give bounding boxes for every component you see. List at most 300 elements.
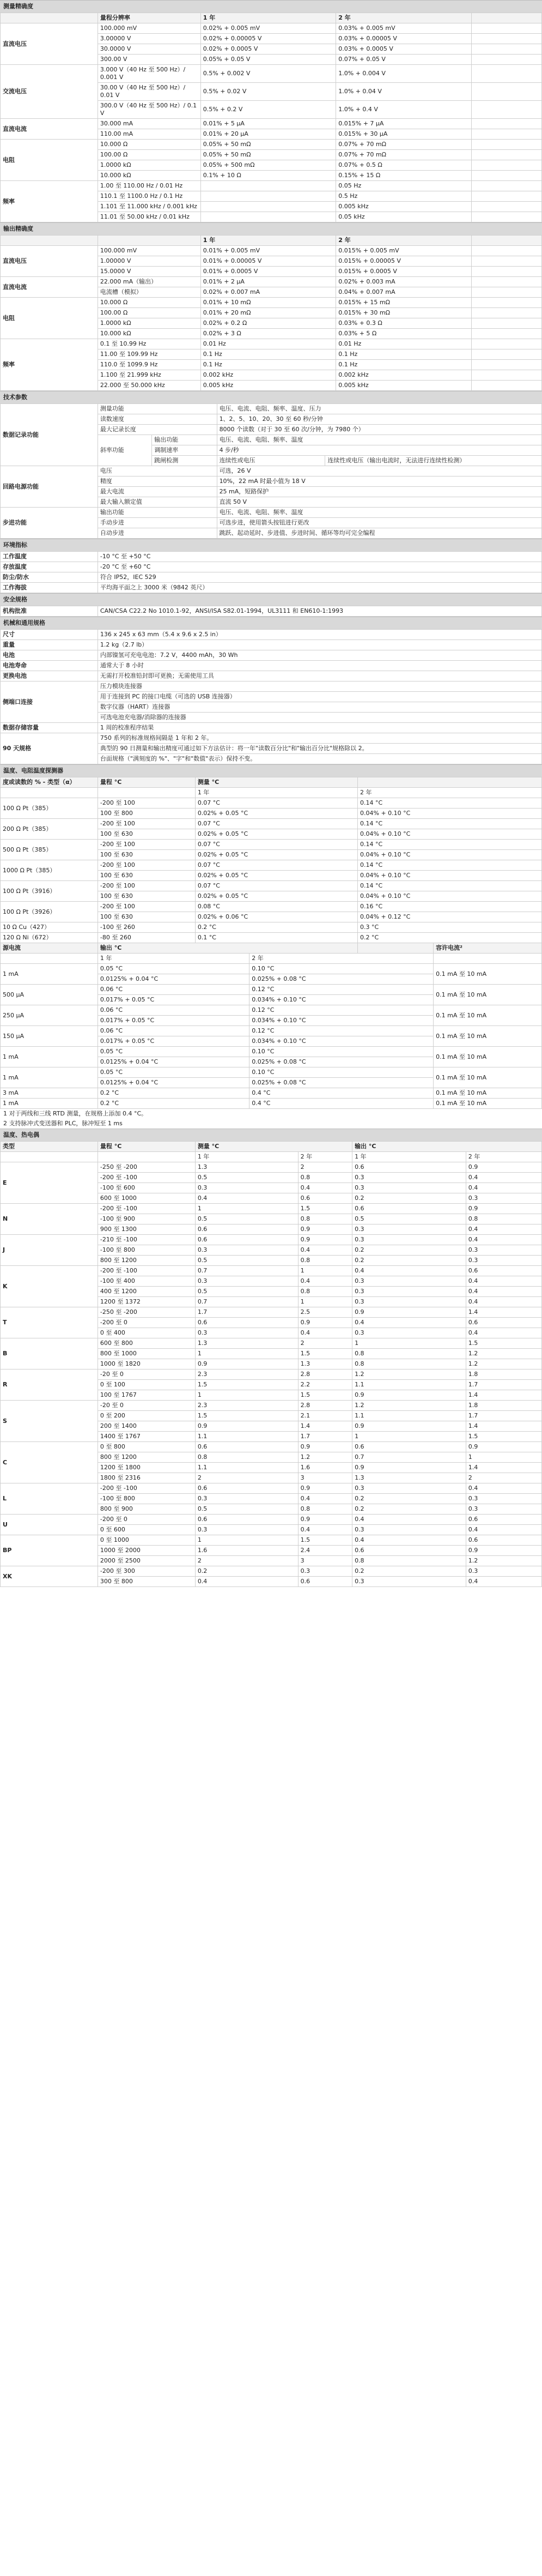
table-cell: 800 至 900 [98,1504,195,1515]
table-cell: 0.8 [195,1452,298,1463]
table-cell: 800 至 1200 [98,1256,195,1266]
table-cell: 0.01% + 20 μA [200,129,336,140]
table-cell: 1.7 [466,1380,541,1390]
section-title: 输出精确度 [0,222,542,235]
table-cell: 0.4 [466,1297,541,1307]
table-cell: 0.4 °C [249,1099,434,1109]
table-row [1,552,542,562]
table-cell: 0.15% + 15 Ω [336,171,472,181]
table-cell: 0.02% + 0.05 °C [195,829,357,840]
table-cell: 0.025% + 0.08 °C [249,974,434,985]
table-cell: 1.00 至 110.00 Hz / 0.01 Hz [98,181,200,191]
table-cell: 100 至 1767 [98,1390,195,1401]
table-cell [200,202,336,212]
table-cell: 0.5 [195,1504,298,1515]
section-title: 温度、电阻温度探测器 [0,764,542,777]
table-cell: 0.4 [466,1577,541,1587]
table-cell: 0.9 [195,1359,298,1370]
table-cell: 3 [298,1473,352,1483]
table-cell: 0.02% + 3 Ω [200,329,336,339]
table-cell: 内部镍氢可充电电池：7.2 V，4400 mAh，30 Wh [98,650,541,661]
table-cell: 0.1 mA 至 10 mA [434,985,542,1005]
table-row [1,798,542,809]
table-cell [98,788,195,798]
table-cell: 2.3 [195,1370,298,1380]
table-cell: 250 μA [1,1005,98,1026]
table-cell: 4 步/秒 [217,445,541,456]
table-row [1,723,542,733]
table-cell: 1.100 至 21.999 kHz [98,370,200,381]
table-cell: 0.02% + 0.00005 V [200,34,336,44]
table-cell: -200 至 100 [98,840,195,850]
table-cell: 0.07 °C [195,840,357,850]
table-cell: 0.4 [466,1328,541,1338]
row-label: L [1,1483,98,1515]
section-title: 技术参数 [0,391,542,403]
table-cell: 0.04% + 0.10 °C [358,891,542,902]
table-cell [200,181,336,191]
table-cell: 台面规格（"满刻度的 %"、"字"和"数值"表示）保持不变。 [98,754,541,764]
table-cell: 0 至 200 [98,1411,195,1421]
table-row [1,1235,542,1245]
table-cell: 0.04% + 0.12 °C [358,912,542,922]
table-cell: -200 至 100 [98,819,195,829]
table-cell: 1.5 [466,1338,541,1349]
table-cell: 连续性或电压 [217,456,325,466]
table-row [1,985,542,995]
table-cell [471,236,541,246]
table-cell: 0.02% + 0.05 °C [195,891,357,902]
table-cell: 2 年 [298,1152,352,1162]
table-cell: 调制速率 [152,445,217,456]
table-cell: 100 至 800 [98,809,195,819]
table-cell: 100 Ω Pt（3926） [1,902,98,922]
table-cell: 0.14 °C [358,860,542,871]
table-cell: 1.5 [195,1411,298,1421]
table-cell: 0.1 mA 至 10 mA [434,1067,542,1088]
table-cell: 1 年 [200,13,336,23]
table-cell: 测量 °C [195,1142,352,1152]
table-cell: 0.034% + 0.10 °C [249,1036,434,1047]
spec-table [0,551,542,593]
table-cell [471,65,541,83]
table-cell: 0.02% + 0.05 °C [195,850,357,860]
table-cell: 0.6 [352,1442,466,1452]
table-cell: 1.0000 kΩ [98,160,200,171]
table-cell: 电流槽（模拟） [98,287,200,298]
table-cell: 0 至 100 [98,1380,195,1390]
table-cell: 300.00 V [98,55,200,65]
table-cell: 1.2 kg（2.7 lb） [98,640,541,650]
table-cell: 0.01% + 20 mΩ [200,308,336,318]
table-cell: 30.000 mA [98,119,200,129]
table-cell: 平均海平面之上 3000 米（9842 英尺） [98,583,541,593]
table-cell: 1.2 [466,1556,541,1566]
table-cell: 2000 至 2500 [98,1556,195,1566]
table-cell: 0.3 [466,1504,541,1515]
table-cell: 120 Ω Ni（672） [1,933,98,943]
table-cell: 0.015% + 0.0005 V [336,267,472,277]
table-cell: 0.6 [195,1442,298,1452]
table-row [1,681,542,692]
table-cell: 连续性或电压（输出电流时，无法进行连续性检测） [325,456,542,466]
table-cell: 1 [298,1266,352,1276]
table-cell: 0.3 [352,1577,466,1587]
table-cell: 0.5 [195,1173,298,1183]
table-cell: 0.05 °C [98,964,249,974]
table-cell: 0.9 [298,1318,352,1328]
table-cell: 符合 IP52，IEC 529 [98,572,541,583]
table-row [1,1026,542,1036]
table-cell: 0.3 [352,1287,466,1297]
table-cell: 0.07% + 0.05 V [336,55,472,65]
table-cell: 0.3 [352,1183,466,1193]
table-row [1,1204,542,1214]
table-cell: 0.02% + 0.05 °C [195,809,357,819]
table-cell: 0.1 Hz [200,349,336,360]
table-cell: 0.025% + 0.08 °C [249,1057,434,1067]
table-cell: 0.002 kHz [200,370,336,381]
row-label: 电阻 [1,298,98,339]
section-title: 环境指标 [0,539,542,551]
table-cell: 0.1 mA 至 10 mA [434,964,542,985]
table-cell: 1.3 [195,1338,298,1349]
table-cell: 0.4 [298,1328,352,1338]
table-cell: 22.000 至 50.000 kHz [98,381,200,391]
table-cell: 类型 [1,1142,98,1152]
table-cell: 最大输入额定值 [98,497,217,508]
table-cell [471,181,541,191]
row-label: 90 天规格 [1,733,98,764]
table-cell: -100 至 600 [98,1183,195,1193]
table-cell: 1 [195,1204,298,1214]
table-cell: 3.00000 V [98,34,200,44]
table-row [1,922,542,933]
table-cell: 度或读数的 % - 类型（α） [1,777,98,788]
table-row [1,606,542,617]
table-row [1,562,542,572]
table-cell: 0.8 [298,1214,352,1224]
table-cell: 2.8 [298,1401,352,1411]
table-cell: 1.1 [352,1411,466,1421]
table-cell: 0.4 [298,1245,352,1256]
table-cell: 2 [195,1556,298,1566]
table-cell: 0.10 °C [249,1047,434,1057]
table-cell [471,171,541,181]
table-cell: -200 至 -100 [98,1266,195,1276]
table-cell: -100 至 800 [98,1245,195,1256]
table-cell [471,23,541,34]
spec-section [0,764,542,1129]
row-label: 机构批准 [1,606,98,617]
table-row [1,65,542,83]
table-cell: 0.6 [466,1515,541,1525]
table-cell: 0.04% + 0.10 °C [358,871,542,881]
table-cell: 0.9 [298,1515,352,1525]
table-cell: 0.4 [352,1318,466,1328]
table-cell: 直流 50 V [217,497,541,508]
table-cell: 输出 °C [352,1142,542,1152]
table-cell: 斜率功能 [98,435,151,466]
table-cell: 1200 至 1372 [98,1297,195,1307]
table-cell: 100 Ω Pt（3916） [1,881,98,902]
table-cell: 0.3 [195,1183,298,1193]
table-cell: 1 年 [195,1152,298,1162]
table-cell: 0.8 [298,1173,352,1183]
spec-table [0,606,542,617]
table-cell: 100.000 mV [98,246,200,256]
table-cell: 1 [352,1338,466,1349]
table-cell [434,954,542,964]
table-cell: -200 至 0 [98,1318,195,1328]
table-cell: 可选步进，使用箭头按钮进行更改 [217,518,541,528]
table-cell [471,150,541,160]
table-cell: 0.3 [466,1193,541,1204]
table-cell: 1 [195,1349,298,1359]
table-cell: 1.5 [466,1432,541,1442]
table-cell: 0.3 [466,1494,541,1504]
table-cell: 0.1% + 10 Ω [200,171,336,181]
table-cell: 0.4 [298,1525,352,1535]
table-cell: 0.3 [298,1566,352,1577]
table-cell: 电压、电流、电阻、频率、温度 [217,435,541,445]
table-cell: 0.2 [195,1566,298,1577]
table-cell: 0.2 °C [98,1099,249,1109]
table-cell: 精度 [98,476,217,487]
table-cell: 0.9 [298,1483,352,1494]
table-cell: 2.4 [298,1546,352,1556]
table-cell: -200 至 300 [98,1566,195,1577]
table-row [1,1338,542,1349]
table-cell: 0.4 [352,1515,466,1525]
table-cell: 0.8 [352,1359,466,1370]
table-cell: 通常大于 8 小时 [98,661,541,671]
table-cell: 200 Ω Pt（385） [1,819,98,840]
row-label: U [1,1515,98,1535]
section-title: 测量精确度 [0,0,542,13]
table-cell: 0.6 [352,1546,466,1556]
table-cell: 1400 至 1767 [98,1432,195,1442]
table-cell: 0.3 [466,1256,541,1266]
table-row [1,1483,542,1494]
table-cell: 0.8 [352,1556,466,1566]
table-cell: 0.017% + 0.05 °C [98,1036,249,1047]
table-row [1,1099,542,1109]
table-cell: 2.3 [195,1401,298,1411]
table-cell: 无需打开校准铅封即可更换；无需使用工具 [98,671,541,681]
table-cell: 2 年 [249,954,434,964]
table-cell: 1.2 [298,1452,352,1463]
table-cell: 0.8 [298,1287,352,1297]
table-cell: 压力模块连接器 [98,681,541,692]
row-label: 侧端口连接 [1,681,98,723]
table-cell: 1.4 [466,1463,541,1473]
table-cell: 源电流 [1,943,98,954]
table-cell: 10.000 Ω [98,140,200,150]
row-label: 直流电压 [1,246,98,277]
table-cell: -20 至 0 [98,1370,195,1380]
table-cell: 0.9 [352,1307,466,1318]
table-cell: 1.8 [466,1401,541,1411]
row-label: 数据记录功能 [1,404,98,466]
table-cell: 0.6 [195,1224,298,1235]
table-cell: 0.1 Hz [336,349,472,360]
table-cell: 0.06 °C [98,1005,249,1016]
table-cell: 量程 °C [98,1142,195,1152]
table-cell: -200 至 -100 [98,1204,195,1214]
table-cell: 1.3 [298,1359,352,1370]
table-cell: 100 Ω Pt（385） [1,798,98,819]
table-cell: 10.000 kΩ [98,329,200,339]
table-cell: 典型的 90 日测量和输出精度可通过如下方法估计：将一年"读数百分比"和"输出百分比"规格除以 2。 [98,744,541,754]
table-row [1,466,542,476]
table-cell: 0.4 [466,1235,541,1245]
table-cell: 1.5 [298,1535,352,1546]
table-cell: 800 至 1200 [98,1452,195,1463]
table-cell: 0.017% + 0.05 °C [98,995,249,1005]
row-label: 交流电压 [1,65,98,119]
table-cell: 0.05% + 0.05 V [200,55,336,65]
table-cell: 0.5 [195,1214,298,1224]
table-cell [471,140,541,150]
section-title: 温度、热电偶 [0,1129,542,1141]
table-row [1,860,542,871]
table-cell: 0.015% + 30 μA [336,129,472,140]
table-cell: -100 至 260 [98,922,195,933]
table-cell: 0.14 °C [358,819,542,829]
row-label: 更换电池 [1,671,98,681]
table-cell: 可选，26 V [217,466,541,476]
table-cell: 0.005 kHz [336,381,472,391]
table-cell: 30.00 V（40 Hz 至 500 Hz）/ 0.01 V [98,83,200,101]
table-cell: 0 至 400 [98,1328,195,1338]
row-label: 直流电流 [1,277,98,298]
table-cell: 0 至 1000 [98,1535,195,1546]
spec-section [0,222,542,391]
table-cell: 1 年 [200,236,336,246]
table-cell: 0.002 kHz [336,370,472,381]
table-cell: 2 年 [336,236,472,246]
spec-section [0,617,542,764]
spec-table [0,777,542,1109]
table-cell: 1.6 [298,1463,352,1473]
table-cell: 0.01% + 0.0005 V [200,267,336,277]
table-row [1,277,542,287]
table-cell: 0.14 °C [358,881,542,891]
row-label: J [1,1235,98,1266]
table-cell: 100.000 mV [98,23,200,34]
table-cell [471,160,541,171]
table-cell: 1.5 [298,1349,352,1359]
table-row [1,1370,542,1380]
table-cell: 1 [352,1432,466,1442]
table-cell: 1.8 [466,1370,541,1380]
row-label: R [1,1370,98,1401]
table-cell: 0.04% + 0.10 °C [358,809,542,819]
table-cell: 1.4 [466,1307,541,1318]
table-cell: 1 [195,1390,298,1401]
table-cell: 0.03% + 0.005 mV [336,23,472,34]
table-cell: 100 至 630 [98,850,195,860]
table-cell: 1800 至 2316 [98,1473,195,1483]
table-cell: 1.4 [466,1390,541,1401]
table-cell: 0.4 [466,1483,541,1494]
table-cell: 0.1 mA 至 10 mA [434,1099,542,1109]
table-cell: 0.9 [352,1463,466,1473]
table-cell: 容许电流² [434,943,542,954]
table-row [1,23,542,34]
table-cell: 0.07 °C [195,881,357,891]
table-cell: 1.1 [195,1463,298,1473]
table-cell: 1、2、5、10、20、30 至 60 秒/分钟 [217,414,541,425]
table-cell: 0.5% + 0.002 V [200,65,336,83]
table-cell: 0.03% + 0.00005 V [336,34,472,44]
table-cell: 1200 至 1800 [98,1463,195,1473]
table-row [1,902,542,912]
table-cell: 0.10 °C [249,964,434,974]
table-cell: 0.07 °C [195,798,357,809]
table-cell: 0.4 °C [249,1088,434,1099]
table-cell: 15.0000 V [98,267,200,277]
table-cell [471,101,541,119]
table-cell: 600 至 800 [98,1338,195,1349]
table-cell: 0.02% + 0.05 °C [195,871,357,881]
table-cell: 0.034% + 0.10 °C [249,995,434,1005]
table-cell: 10.000 Ω [98,298,200,308]
table-cell: 0.01% + 10 mΩ [200,298,336,308]
table-cell: 0.6 [195,1235,298,1245]
table-cell: -80 至 260 [98,933,195,943]
table-cell: 0.02% + 0.007 mA [200,287,336,298]
table-row [1,1535,542,1546]
table-cell: 500 Ω Pt（385） [1,840,98,860]
table-cell: 0.05 kHz [336,212,472,222]
row-label: K [1,1266,98,1307]
table-header-row [1,236,542,246]
table-cell: 0.5% + 0.02 V [200,83,336,101]
table-cell: -250 至 -200 [98,1162,195,1173]
table-cell: 1000 Ω Pt（385） [1,860,98,881]
table-row [1,1152,542,1162]
table-cell: 500 μA [1,985,98,1005]
table-cell: 0.6 [195,1483,298,1494]
spec-table [0,235,542,391]
row-label: 防尘/防水 [1,572,98,583]
table-header-row [1,777,542,788]
table-cell: -200 至 100 [98,881,195,891]
row-label: 步进功能 [1,508,98,539]
spec-table [0,1141,542,1587]
table-cell: 30.0000 V [98,44,200,55]
table-cell: 0.04% + 0.10 °C [358,850,542,860]
table-cell [471,13,541,23]
table-cell: 0.01% + 0.005 mV [200,246,336,256]
spec-section [0,593,542,617]
table-cell: 3 mA [1,1088,98,1099]
table-cell: 1 年 [98,954,249,964]
table-cell: 0.5 [195,1287,298,1297]
table-row [1,1401,542,1411]
table-cell: 136 x 245 x 63 mm（5.4 x 9.6 x 2.5 in） [98,630,541,640]
table-row [1,881,542,891]
table-cell: 0.12 °C [249,985,434,995]
table-cell [471,212,541,222]
row-label: 电池 [1,650,98,661]
table-cell: 800 至 1000 [98,1349,195,1359]
table-cell: 0.6 [195,1318,298,1328]
table-row [1,671,542,681]
table-cell: 1.101 至 11.000 kHz / 0.001 kHz [98,202,200,212]
